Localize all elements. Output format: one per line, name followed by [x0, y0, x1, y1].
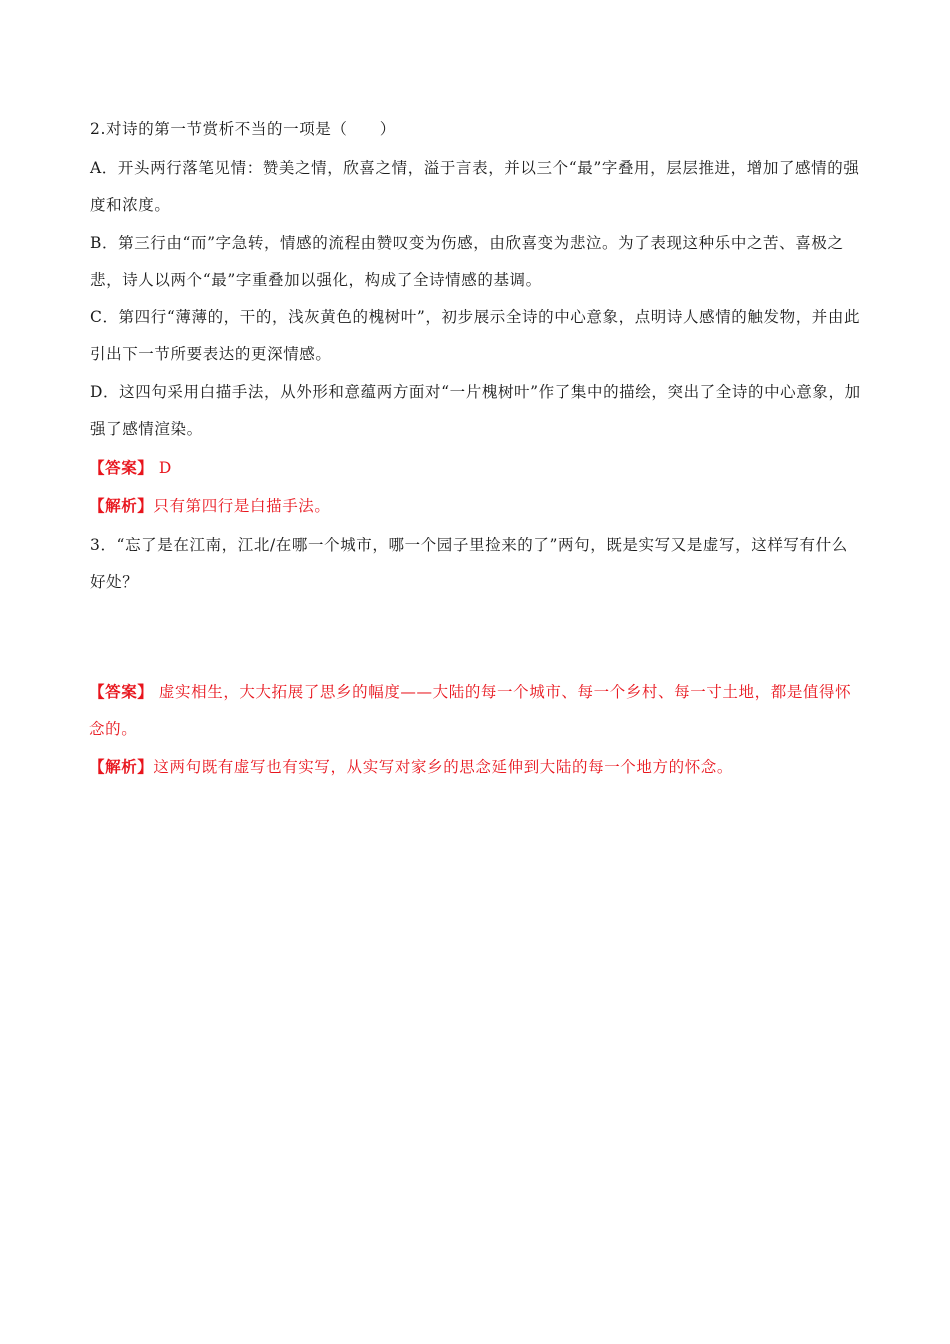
answer-text: 虚实相生，大大拓展了思乡的幅度——大陆的每一个城市、每一个乡村、每一寸土地，都是值得怀念的。 [89, 683, 852, 738]
question-2-option-c: C．第四行“薄薄的，干的，浅灰黄色的槐树叶”，初步展示全诗的中心意象，点明诗人感情的触发物，并由此引出下一节所要表达的更深情感。 [90, 308, 861, 363]
question-2-answer [89, 449, 861, 487]
question-3-stem: 3．“忘了是在江南，江北/在哪一个城市，哪一个园子里捡来的了”两句，既是实写又是虚写，这样写有什么好处？ [90, 536, 848, 591]
answer-text: D [153, 459, 172, 477]
question-3-answer [89, 673, 861, 748]
question-3-analysis [89, 748, 861, 786]
question-2-analysis [89, 487, 861, 525]
analysis-text: 只有第四行是白描手法。 [153, 497, 331, 515]
question-2-option-d: D．这四句采用白描手法，从外形和意蕴两方面对“一片槐树叶”作了集中的描绘，突出了全诗的中心意象，加强了感情渲染。 [90, 383, 861, 438]
question-2-option-b: B．第三行由“而”字急转，情感的流程由赞叹变为伤感，由欣喜变为悲泣。为了表现这种乐中之苦、喜极之悲，诗人以两个“最”字重叠加以强化，构成了全诗情感的基调。 [90, 234, 844, 289]
question-2-option-a: A．开头两行落笔见情：赞美之情，欣喜之情，溢于言表，并以三个“最”字叠用，层层推进，增加了感情的强度和浓度。 [90, 159, 860, 214]
question-2-stem: 2.对诗的第一节赏析不当的一项是（ ） [90, 120, 396, 138]
analysis-tag: 【解析】 [89, 496, 154, 515]
answer-tag: 【答案】 [89, 458, 154, 477]
answer-tag: 【答案】 [89, 682, 154, 701]
analysis-tag: 【解析】 [89, 757, 154, 776]
analysis-text: 这两句既有虚写也有实写，从实写对家乡的思念延伸到大陆的每一个地方的怀念。 [153, 758, 734, 776]
